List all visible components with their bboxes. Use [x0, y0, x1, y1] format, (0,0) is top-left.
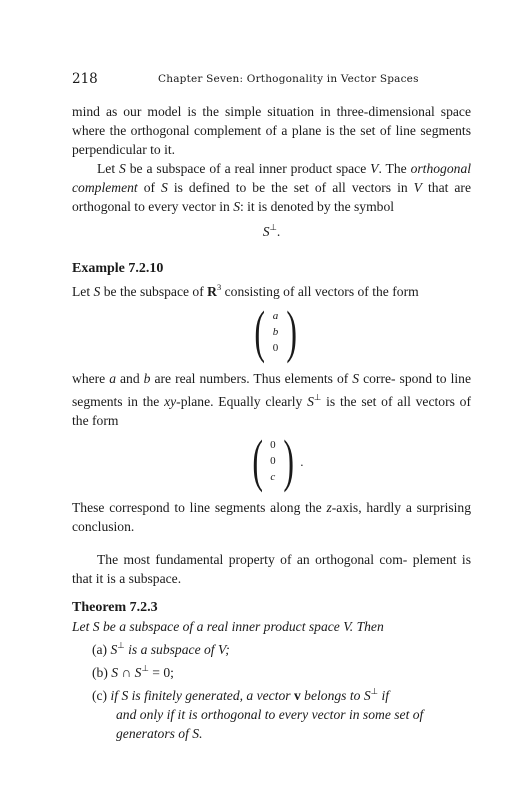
text: spond to line segments in the — [72, 371, 471, 409]
theorem-item-b — [92, 659, 471, 682]
theorem-item-a — [92, 636, 471, 659]
paragraph-definition — [72, 159, 471, 216]
text: be a subspace of a real inner product space — [99, 619, 344, 634]
text: These correspond to line segments along the — [72, 500, 327, 515]
theorem-item-c — [92, 682, 471, 705]
right-paren: ) — [283, 428, 294, 493]
math-S: S — [119, 161, 126, 176]
math-S: S — [110, 642, 118, 657]
text: = 0; — [148, 665, 174, 680]
text: if — [378, 688, 389, 703]
text: is finitely generated, a vector — [128, 688, 294, 703]
math-b: b — [143, 371, 151, 386]
math-S: S — [92, 619, 100, 634]
text: belongs to — [300, 688, 364, 703]
vector-entry: 0 — [272, 342, 279, 354]
theorem-heading: Theorem 7.2.3 — [72, 600, 158, 615]
math-V: V — [413, 180, 422, 195]
theorem-item-c-line2: and only if it is orthogonal to every vector in some set of — [116, 707, 424, 722]
text: -plane. Equally clearly — [176, 394, 308, 409]
text: be a subspace of a real inner product space — [125, 161, 371, 176]
theorem-item-c-line3 — [92, 724, 471, 743]
item-label: (c) — [92, 688, 111, 703]
text: where — [72, 371, 110, 386]
text: The — [385, 161, 411, 176]
text: the set of all vectors of the form — [72, 394, 471, 428]
vector-entry: c — [270, 471, 276, 483]
example-conclusion — [72, 498, 471, 536]
example-heading: Example 7.2.10 — [72, 261, 164, 276]
math-S: S — [363, 688, 371, 703]
text: : it is — [239, 199, 268, 214]
text: plement is that it is a subspace. — [72, 552, 471, 586]
math-S: S — [307, 394, 314, 409]
text: if — [110, 688, 122, 703]
text: vectors in — [351, 180, 414, 195]
text: is defined to be the set of all — [167, 180, 346, 195]
item-label: (b) — [92, 665, 112, 680]
math-a: a — [109, 371, 117, 386]
text: denoted by the symbol — [270, 199, 395, 214]
math-S: S — [233, 199, 240, 214]
paragraph-intro — [72, 102, 471, 159]
column-vector-1 — [80, 299, 471, 364]
superscript-3: 3 — [216, 282, 222, 292]
text-line: of line segments perpendicular to it. — [72, 123, 471, 157]
math-S: S — [161, 180, 168, 195]
math-S: S — [111, 665, 119, 680]
math-S: S — [121, 688, 129, 703]
math-vector-v: v — [293, 688, 301, 703]
text: Let — [72, 284, 94, 299]
column-vector-2 — [80, 428, 471, 493]
left-paren: ( — [251, 428, 263, 493]
math-S: S — [352, 371, 360, 386]
text: Let — [72, 619, 93, 634]
vector-entry: b — [272, 326, 279, 338]
text: -axis, hardly a — [331, 500, 412, 515]
math-V: V — [343, 619, 350, 634]
math-R: R — [207, 284, 217, 299]
math-z: z — [326, 500, 332, 515]
text: form — [392, 284, 419, 299]
period: . — [300, 453, 304, 469]
text: is — [321, 394, 336, 409]
display-symbol: S⊥. — [262, 222, 281, 239]
vector-entries — [267, 437, 279, 485]
math-S: S — [93, 284, 101, 299]
example-text-2 — [72, 369, 471, 430]
left-paren: ( — [254, 299, 266, 364]
perp-symbol: ⊥ — [313, 392, 322, 402]
text: consisting of all vectors of the — [221, 284, 389, 299]
math-xy: xy — [164, 394, 177, 409]
perp-symbol: ⊥ — [370, 686, 379, 696]
math-S: S — [134, 665, 142, 680]
vector-entry: 0 — [270, 439, 276, 451]
perp-symbol: ⊥ — [269, 222, 277, 232]
text: ; — [225, 642, 230, 657]
text-line: space where the orthogonal complement of a plane is the set — [72, 104, 471, 138]
text: surprising conclusion. — [72, 500, 472, 534]
text-line: mind as our model is the simple situation in three-dimensional — [72, 104, 435, 119]
vector-entries — [270, 308, 282, 356]
text: be the subspace of — [100, 284, 208, 299]
text: corre- — [359, 371, 396, 386]
paragraph-property — [72, 550, 471, 588]
text: are real numbers. Thus elements of — [150, 371, 353, 386]
text: Let — [97, 161, 120, 176]
page-body — [72, 102, 471, 743]
theorem-statement — [72, 617, 471, 743]
perp-symbol: ⊥ — [117, 640, 125, 650]
text: of — [137, 180, 162, 195]
example-text — [72, 278, 471, 301]
text: and — [116, 371, 144, 386]
math-S: S — [192, 726, 200, 741]
running-title: Chapter Seven: Orthogonality in Vector Spaces — [158, 73, 419, 85]
vector-entry: 0 — [270, 455, 276, 467]
text: generators of — [116, 726, 193, 741]
text: . — [378, 161, 382, 176]
page-number: 218 — [72, 71, 98, 87]
theorem-intro — [72, 617, 471, 636]
math-V: V — [370, 161, 379, 176]
math-V: V — [217, 642, 226, 657]
text: The most fundamental property of an orthogonal com- — [97, 552, 408, 567]
text: . — [199, 726, 203, 741]
text: . Then — [349, 619, 384, 634]
right-paren: ) — [285, 299, 297, 364]
intersection-symbol: ∩ — [118, 665, 135, 680]
text: that are orthogonal to every vector in — [72, 180, 471, 214]
text: is a subspace of — [124, 642, 218, 657]
vector-entry: a — [272, 310, 279, 322]
defined-term: orthogonal complement — [72, 161, 472, 195]
math-S: S — [262, 224, 270, 239]
perp-symbol: ⊥ — [141, 663, 149, 673]
item-label: (a) — [92, 642, 111, 657]
